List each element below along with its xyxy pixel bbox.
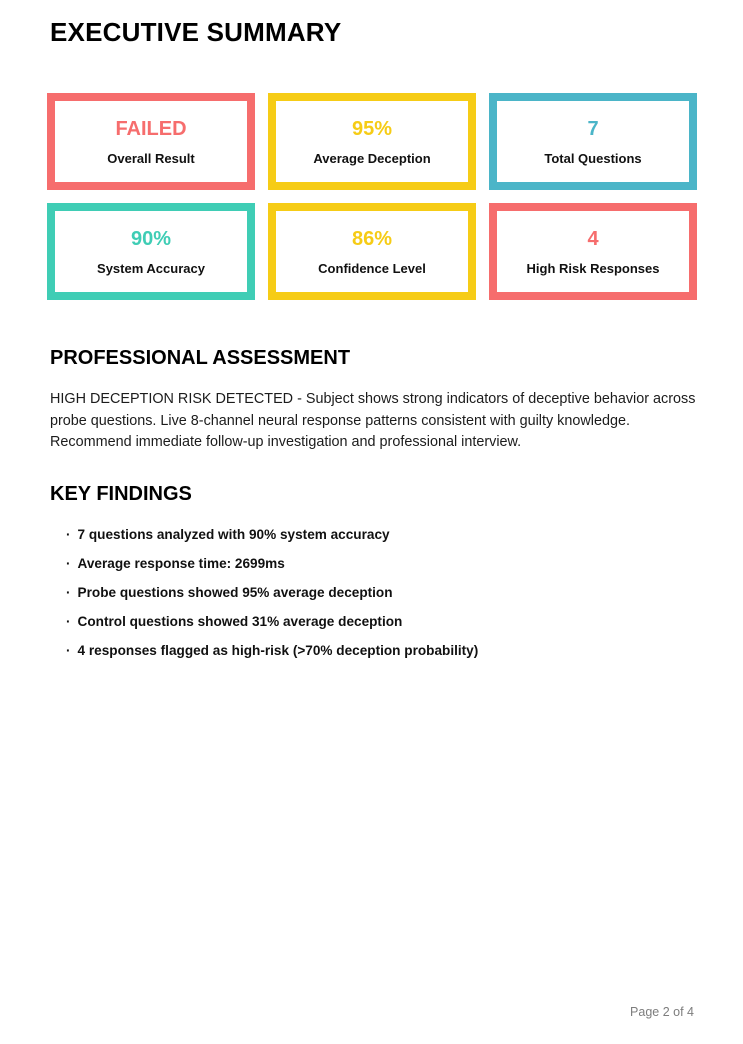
finding-text: 4 responses flagged as high-risk (>70% deception probability) [77,643,479,658]
card-label: High Risk Responses [526,260,660,276]
bullet-icon: · [66,614,71,629]
key-findings-list [50,527,698,658]
card-average-deception [268,93,476,190]
card-total-questions [489,93,697,190]
card-value: 90% [130,227,172,250]
finding-text: Control questions showed 31% average deception [77,614,403,629]
professional-assessment-body: HIGH DECEPTION RISK DETECTED - Subject shows strong indicators of deceptive behavior across probe questions. Live 8-channel neural response patterns consistent with guilty knowledge. Recommend immediate follow-up investigation and professional interview. [50,391,696,450]
finding-item [66,585,698,600]
finding-text: 7 questions analyzed with 90% system accuracy [77,527,390,542]
key-findings-heading: KEY FINDINGS [50,483,192,505]
summary-cards-grid [47,93,697,300]
bullet-icon: · [66,527,71,542]
card-confidence-level [268,203,476,300]
professional-assessment-section [50,347,698,454]
card-overall-result [47,93,255,190]
card-value: 4 [587,227,599,250]
finding-item [66,643,698,658]
card-high-risk-responses [489,203,697,300]
card-label: Average Deception [313,150,431,166]
card-value: 7 [587,117,599,140]
card-label: System Accuracy [97,260,205,276]
finding-text: Average response time: 2699ms [77,556,285,571]
key-findings-section [50,483,698,672]
card-value: FAILED [115,117,187,140]
bullet-icon: · [66,556,71,571]
professional-assessment-heading: PROFESSIONAL ASSESSMENT [50,347,351,369]
page-title: EXECUTIVE SUMMARY [50,17,342,47]
finding-item [66,556,698,571]
finding-item [66,614,698,629]
card-label: Confidence Level [318,260,426,276]
card-label: Total Questions [544,150,642,166]
finding-text: Probe questions showed 95% average deception [77,585,393,600]
card-label: Overall Result [107,150,195,166]
card-value: 95% [351,117,393,140]
card-value: 86% [351,227,393,250]
finding-item [66,527,698,542]
card-system-accuracy [47,203,255,300]
bullet-icon: · [66,643,71,658]
page-number: Page 2 of 4 [630,1005,694,1019]
bullet-icon: · [66,585,71,600]
